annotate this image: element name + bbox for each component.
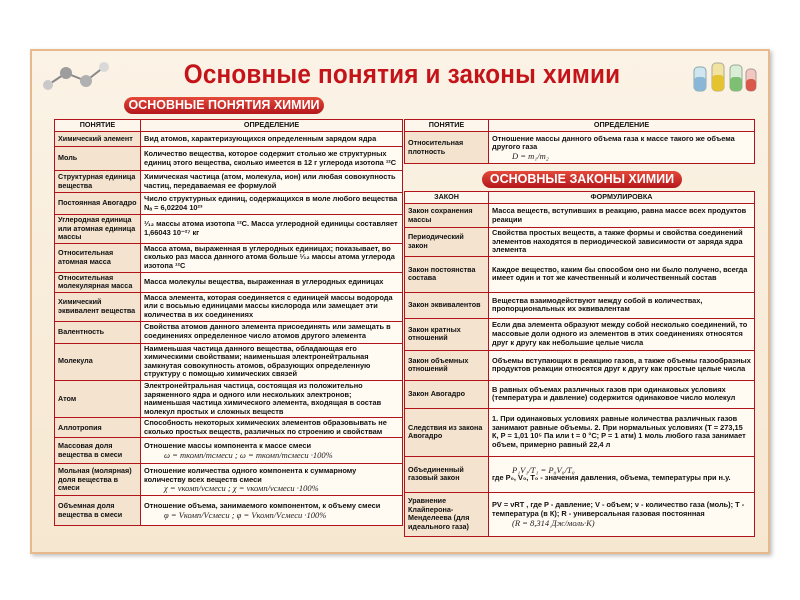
term-cell: Химический эквивалент вещества xyxy=(55,292,141,321)
formula: ω = mкомп/mсмеси ; ω = mкомп/mсмеси ·100% xyxy=(164,449,333,460)
term-cell: Закон кратных отношений xyxy=(405,318,489,350)
definition-cell: Если два элемента образуют между собой несколько соединений, то массовые доли одного из элементов в этих соединениях относятся друг к другу как небольшие целые числа xyxy=(489,318,755,350)
laws-table xyxy=(404,191,755,537)
definition-cell: Способность некоторых химических элементов образовывать не сколько простых веществ, различных по строению и свойствам xyxy=(141,418,403,438)
term-cell: Закон Авогадро xyxy=(405,380,489,408)
table-row xyxy=(55,438,403,464)
definition-cell: Наименьшая частица данного вещества, обладающая его химическими свойствами; наименьшая электронейтральная замкнутая совокупность атомов, образующих определенную структуру с помощью химических связей xyxy=(141,343,403,380)
term-cell: Уравнение Клайперона-Менделеева (для идеального газа) xyxy=(405,492,489,536)
definition-cell: Свойства простых веществ, а также формы и свойства соединений элементов находятся в периодической зависимости от заряда ядра элемента xyxy=(489,228,755,257)
term-cell: Относительная плотность xyxy=(405,132,489,164)
definition-cell: Вид атомов, характеризующихся определенным зарядом ядра xyxy=(141,132,403,147)
definition-cell: Число структурных единиц, содержащихся в моле любого вещества Nₐ = 6,02204 10²³ xyxy=(141,193,403,215)
column-header: ПОНЯТИЕ xyxy=(405,120,489,132)
column-header: ПОНЯТИЕ xyxy=(55,120,141,132)
table-row xyxy=(55,215,403,244)
laws-banner: ОСНОВНЫЕ ЗАКОНЫ ХИМИИ xyxy=(482,171,682,188)
page-title: Основные понятия и законы химии xyxy=(183,59,621,89)
term-cell: Структурная единица вещества xyxy=(55,171,141,193)
definition-cell: Масса элемента, которая соединяется с единицей массы водорода или с восьмью единицами массы кислорода или замещает эти количества в их соединениях xyxy=(141,292,403,321)
term-cell: Периодический закон xyxy=(405,228,489,257)
term-cell: Аллотропия xyxy=(55,418,141,438)
table-row xyxy=(55,343,403,380)
formula: D = m₁/m₂ xyxy=(512,150,549,161)
definition-cell: PV = νRT , где P - давление; V - объем; ν - количество газа (моль); T - температура (в К); R - универсальная газовая постоянная (R = 8,314 Дж/моль·К) xyxy=(489,492,755,536)
definition-cell: Вещества взаимодействуют между собой в количествах, пропорциональных их эквивалентам xyxy=(489,292,755,318)
definition-cell: Объемы вступающих в реакцию газов, а также объемы газообразных продуктов реакции относятся друг к другу как простые целые числа xyxy=(489,350,755,380)
table-row xyxy=(405,204,755,228)
term-cell: Мольная (молярная) доля вещества в смеси xyxy=(55,464,141,496)
definition-cell: Химическая частица (атом, молекула, ион) или любая совокупность частиц, передаваемая ее формулой xyxy=(141,171,403,193)
definition-cell: Электронейтральная частица, состоящая из положительно заряженного ядра и одного или нескольких электронов; наименьшая частица химического элемента, входящая в состав молекул простых и сложных веществ xyxy=(141,380,403,417)
term-cell: Закон сохранения массы xyxy=(405,204,489,228)
term-cell: Молекула xyxy=(55,343,141,380)
table-row xyxy=(55,464,403,496)
term-cell: Закон эквивалентов xyxy=(405,292,489,318)
poster xyxy=(30,49,770,554)
formula: χ = νкомп/νсмеси ; χ = νкомп/νсмеси ·100% xyxy=(164,483,319,494)
table-row xyxy=(405,350,755,380)
definition-cell: ¹⁄₁₂ массы атома изотопа ¹²C. Масса углеродной единицы составляет 1,66043 10⁻²⁷ кг xyxy=(141,215,403,244)
column-header: ОПРЕДЕЛЕНИЕ xyxy=(141,120,403,132)
term-cell: Атом xyxy=(55,380,141,417)
table-row xyxy=(55,496,403,526)
term-cell: Постоянная Авогадро xyxy=(55,193,141,215)
table-header-row xyxy=(55,120,403,132)
table-row xyxy=(405,228,755,257)
table-row xyxy=(405,292,755,318)
table-row xyxy=(405,492,755,536)
concepts-table xyxy=(54,119,403,526)
table-row xyxy=(55,132,403,147)
term-cell: Относительная молекулярная масса xyxy=(55,272,141,292)
definition-cell: Отношение массы данного объема газа к массе такого же объема другого газа D = m₁/m₂ xyxy=(489,132,755,164)
term-cell: Моль xyxy=(55,147,141,171)
definition-cell: Каждое вещество, каким бы способом оно ни было получено, всегда имеет один и тот же качественный и количественный состав xyxy=(489,256,755,292)
term-cell: Относительная атомная масса xyxy=(55,243,141,272)
definition-cell: Масса молекулы вещества, выраженная в углеродных единицах xyxy=(141,272,403,292)
definition-cell: Отношение количества одного компонента к суммарному количеству всех веществ смеси χ = νкомп/νсмеси ; χ = νкомп/νсмеси ·100% xyxy=(141,464,403,496)
term-cell: Закон постоянства состава xyxy=(405,256,489,292)
table-row xyxy=(405,456,755,492)
density-table xyxy=(404,119,755,164)
term-cell: Валентность xyxy=(55,321,141,343)
term-cell: Объемная доля вещества в смеси xyxy=(55,496,141,526)
table-row xyxy=(55,147,403,171)
definition-cell: Масса веществ, вступивших в реакцию, равна массе всех продуктов реакции xyxy=(489,204,755,228)
definition-cell: Отношение объема, занимаемого компонентом, к объему смеси φ = Vкомп/Vсмеси ; φ = Vкомп/Vсмеси ·100% xyxy=(141,496,403,526)
term-cell: Массовая доля вещества в смеси xyxy=(55,438,141,464)
term-cell: Следствия из закона Авогадро xyxy=(405,408,489,456)
term-cell: Углеродная единица или атомная единица массы xyxy=(55,215,141,244)
table-row xyxy=(405,408,755,456)
formula: (R = 8,314 Дж/моль·К) xyxy=(512,517,595,528)
table-row xyxy=(55,171,403,193)
table-header-row xyxy=(405,192,755,204)
table-row xyxy=(55,193,403,215)
table-row xyxy=(405,380,755,408)
definition-cell: Отношение массы компонента к массе смеси ω = mкомп/mсмеси ; ω = mкомп/mсмеси ·100% xyxy=(141,438,403,464)
definition-cell: Свойства атомов данного элемента присоединять или замещать в соединениях определенное число атомов другого элемента xyxy=(141,321,403,343)
table-row xyxy=(55,292,403,321)
column-header: ОПРЕДЕЛЕНИЕ xyxy=(489,120,755,132)
definition-cell: 1. При одинаковых условиях равные количества различных газов занимают равные объемы. 2. При нормальных условиях (T = 273,15 К, P = 1,01 10⁵ Па или t = 0 °C; P = 1 атм) 1 моль любого газа занимает объем, примерно равный 22,4 л xyxy=(489,408,755,456)
column-header: ЗАКОН xyxy=(405,192,489,204)
definition-cell: Масса атома, выраженная в углеродных единицах; показывает, во сколько раз масса данного атома больше ¹⁄₁₂ массы атома углерода изотопа ¹²C xyxy=(141,243,403,272)
table-header-row xyxy=(405,120,755,132)
table-row xyxy=(55,243,403,272)
term-cell: Объединенный газовый закон xyxy=(405,456,489,492)
definition-cell: P₁V₁/T₁ = P₀V₀/T₀ где P₀, V₀, T₀ - значения давления, объема, температуры при н.у. xyxy=(489,456,755,492)
table-row xyxy=(55,380,403,417)
term-cell: Закон объемных отношений xyxy=(405,350,489,380)
table-row xyxy=(55,272,403,292)
formula: P₁V₁/T₁ = P₀V₀/T₀ xyxy=(512,464,575,475)
table-row xyxy=(405,132,755,164)
term-cell: Химический элемент xyxy=(55,132,141,147)
formula: φ = Vкомп/Vсмеси ; φ = Vкомп/Vсмеси ·100% xyxy=(164,509,327,520)
column-header: ФОРМУЛИРОВКА xyxy=(489,192,755,204)
table-row xyxy=(55,418,403,438)
table-row xyxy=(405,318,755,350)
definition-cell: Количество вещества, которое содержит столько же структурных единиц этого вещества, сколько имеется в 12 г углерода изотопа ¹²C xyxy=(141,147,403,171)
table-row xyxy=(55,321,403,343)
concepts-banner: ОСНОВНЫЕ ПОНЯТИЯ ХИМИИ xyxy=(124,97,324,114)
table-row xyxy=(405,256,755,292)
definition-cell: В равных объемах различных газов при одинаковых условиях (температура и давление) содержится одинаковое число молекул xyxy=(489,380,755,408)
